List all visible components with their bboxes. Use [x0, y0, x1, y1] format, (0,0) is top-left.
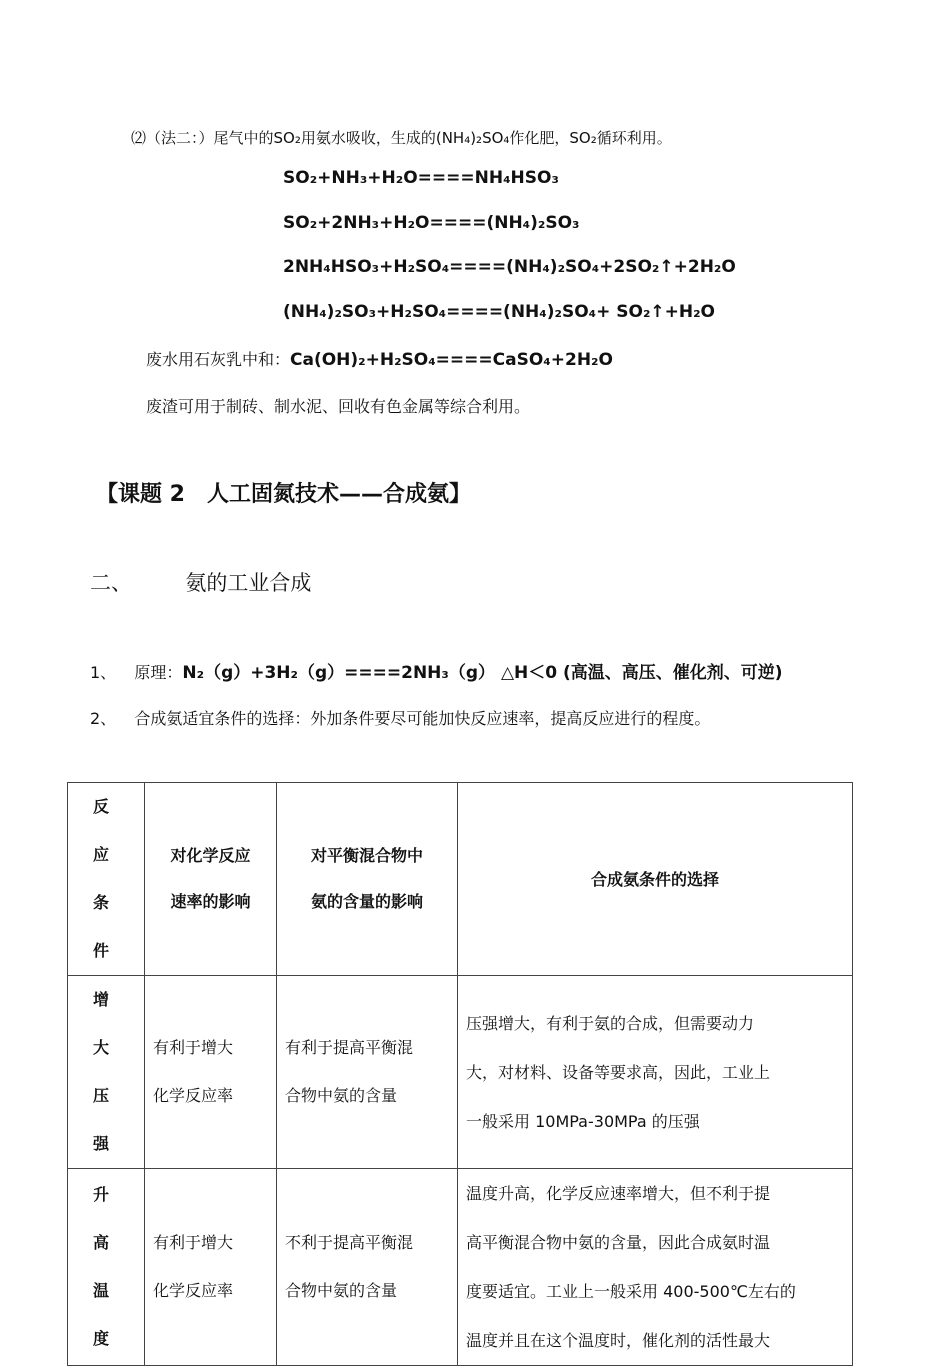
header-condition-line-2: 条 件 [92, 893, 119, 960]
header-condition-line-1: 反 应 [92, 797, 119, 864]
conditions-table [67, 782, 853, 1366]
row-1-choice [458, 976, 853, 1169]
row-1-equilibrium-line-1: 有利于提高平衡混 [285, 1038, 414, 1057]
row-2-choice-line-4: 温度并且在这个温度时，催化剂的活性最大 [466, 1331, 771, 1350]
table-row [68, 976, 853, 1169]
row-1-rate-line-2: 化学反应率 [153, 1086, 234, 1105]
row-1-condition-line-2: 压 强 [92, 1086, 119, 1153]
header-rate [145, 783, 277, 976]
row-2-equilibrium-line-2: 合物中氨的含量 [285, 1281, 398, 1300]
header-condition [68, 783, 145, 976]
point-1-number: 1、 [90, 663, 117, 682]
table-header-row [68, 783, 853, 976]
row-2-condition [68, 1169, 145, 1366]
row-2-choice-line-1: 温度升高，化学反应速率增大，但不利于提 [466, 1184, 771, 1203]
header-rate-line-1: 对化学反应 [170, 846, 251, 865]
equation-2: SO₂+2NH₃+H₂O====(NH₄)₂SO₃ [283, 213, 580, 233]
row-1-condition [68, 976, 145, 1169]
row-1-choice-line-2: 大，对材料、设备等要求高，因此，工业上 [466, 1062, 771, 1082]
section-heading [90, 567, 311, 597]
row-2-equilibrium-line-1: 不利于提高平衡混 [285, 1233, 414, 1252]
row-2-choice-line-2: 高平衡混合物中氨的含量，因此合成氨时温 [466, 1233, 771, 1252]
row-1-equilibrium [277, 976, 458, 1169]
row-1-condition-line-1: 增 大 [92, 990, 119, 1057]
row-1-equilibrium-line-2: 合物中氨的含量 [285, 1086, 398, 1105]
row-2-condition-line-2: 温 度 [92, 1281, 119, 1348]
header-equilibrium [277, 783, 458, 976]
row-2-choice-line-3: 度要适宜。工业上一般采用 400-500℃左右的 [466, 1282, 796, 1301]
point-2-number: 2、 [90, 709, 117, 728]
row-1-rate-line-1: 有利于增大 [153, 1038, 234, 1057]
header-equilibrium-line-1: 对平衡混合物中 [310, 846, 423, 865]
header-equilibrium-line-2: 氨的含量的影响 [310, 892, 423, 911]
point-1-label: 原理： [134, 663, 183, 682]
section-title: 氨的工业合成 [185, 571, 312, 595]
row-1-rate [145, 976, 277, 1169]
row-2-equilibrium [277, 1169, 458, 1366]
equation-4: (NH₄)₂SO₃+H₂SO₄====(NH₄)₂SO₄+ SO₂↑+H₂O [283, 302, 716, 322]
header-choice [458, 783, 853, 976]
row-2-rate-line-1: 有利于增大 [153, 1233, 234, 1252]
slag-line: 废渣可用于制砖、制水泥、回收有色金属等综合利用。 [146, 397, 531, 416]
point-1-equation: N₂（g）+3H₂（g）====2NH₃（g） △H＜0 (高温、高压、催化剂、可逆) [182, 663, 783, 683]
equation-3: 2NH₄HSO₃+H₂SO₄====(NH₄)₂SO₄+2SO₂↑+2H₂O [283, 257, 736, 277]
row-1-choice-line-1: 压强增大，有利于氨的合成，但需要动力 [466, 1013, 755, 1033]
row-2-condition-line-1: 升 高 [92, 1185, 119, 1252]
point-1 [90, 658, 783, 683]
header-choice-line-1: 合成氨条件的选择 [590, 869, 719, 889]
topic-heading: 【课题 2 人工固氮技术——合成氨】 [96, 482, 471, 507]
equation-1: SO₂+NH₃+H₂O====NH₄HSO₃ [283, 168, 559, 188]
row-2-rate [145, 1169, 277, 1366]
row-1-choice-line-3: 一般采用 10MPa-30MPa 的压强 [466, 1111, 700, 1131]
wastewater-label: 废水用石灰乳中和： [146, 350, 291, 369]
row-2-rate-line-2: 化学反应率 [153, 1281, 234, 1300]
point-2-text: 合成氨适宜条件的选择：外加条件要尽可能加快反应速率，提高反应进行的程度。 [134, 709, 711, 728]
wastewater-line [146, 347, 613, 370]
table-row [68, 1169, 853, 1366]
section-number: 二、 [90, 571, 132, 595]
row-2-choice [458, 1169, 853, 1366]
intro-line: ⑵（法二：）尾气中的SO₂用氨水吸收，生成的(NH₄)₂SO₄作化肥，SO₂循环利用。 [131, 129, 672, 147]
wastewater-equation: Ca(OH)₂+H₂SO₄====CaSO₄+2H₂O [290, 350, 613, 370]
header-rate-line-2: 速率的影响 [170, 892, 251, 911]
point-2 [90, 706, 710, 729]
